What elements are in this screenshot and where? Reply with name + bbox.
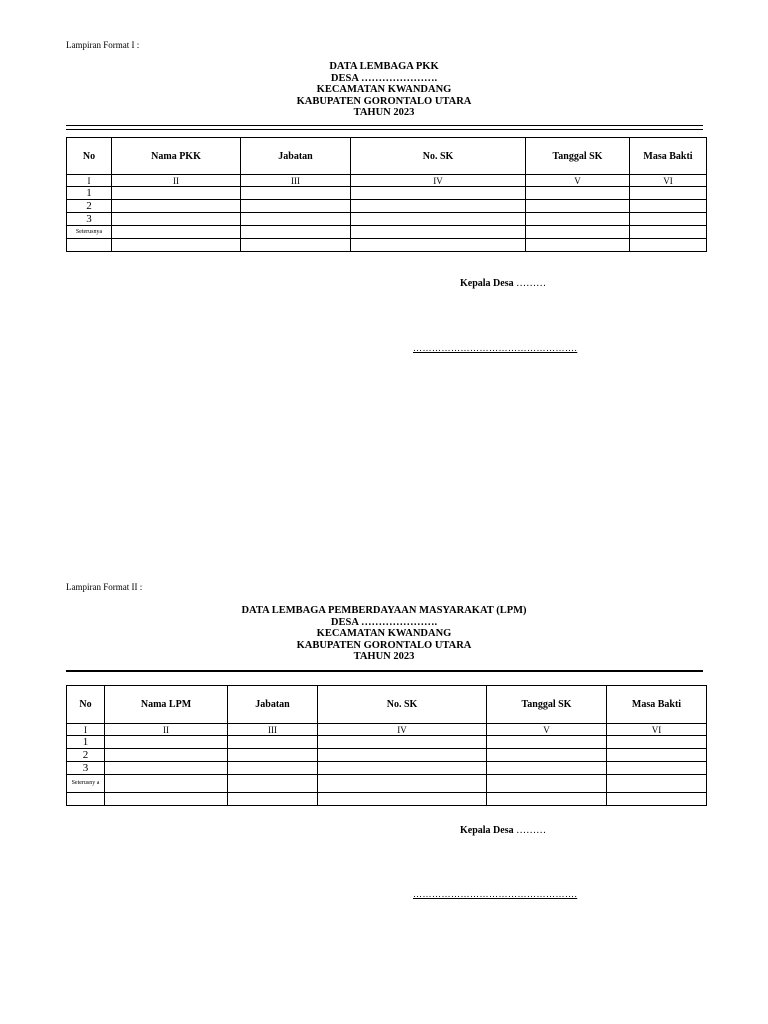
data-table	[66, 685, 707, 806]
table-cell	[105, 775, 228, 793]
table-cell	[487, 775, 607, 793]
signer-title: Kepala Desa	[460, 278, 514, 289]
table-cell	[112, 187, 241, 200]
table-cell	[105, 762, 228, 775]
roman-cell: IV	[318, 724, 487, 736]
document-title	[0, 605, 768, 663]
roman-row	[67, 724, 707, 736]
table-cell	[526, 239, 630, 252]
table-cell	[487, 749, 607, 762]
title-divider	[66, 125, 703, 130]
table-cell	[318, 736, 487, 749]
header-cell: Tanggal SK	[487, 686, 607, 724]
table-cell	[526, 213, 630, 226]
row-number: 3	[67, 762, 105, 775]
table-cell	[105, 749, 228, 762]
table-cell	[351, 213, 526, 226]
table-cell	[228, 736, 318, 749]
table-row	[67, 239, 707, 252]
table-cell	[607, 793, 707, 806]
data-table	[66, 137, 707, 252]
table-cell	[630, 213, 707, 226]
table-cell	[351, 239, 526, 252]
row-number: 3	[67, 213, 112, 226]
signature-line	[413, 343, 577, 353]
table-cell	[630, 200, 707, 213]
table-cell	[318, 775, 487, 793]
table-cell	[607, 736, 707, 749]
header-cell: Masa Bakti	[607, 686, 707, 724]
table-row	[67, 762, 707, 775]
header-cell: Masa Bakti	[630, 138, 707, 175]
table-row	[67, 226, 707, 239]
header-cell: No. SK	[318, 686, 487, 724]
table-row	[67, 187, 707, 200]
signature-dots: …………………………………………….	[413, 889, 578, 899]
table-row	[67, 736, 707, 749]
table-cell	[112, 213, 241, 226]
table-cell	[318, 762, 487, 775]
roman-cell: III	[228, 724, 318, 736]
title-line: DATA LEMBAGA PEMBERDAYAAN MASYARAKAT (LPM)	[241, 605, 527, 616]
signer-label	[460, 278, 546, 289]
signer-label	[460, 825, 546, 836]
title-line: KABUPATEN GORONTALO UTARA	[296, 639, 472, 651]
signature-line	[413, 889, 577, 899]
table-cell	[105, 736, 228, 749]
table-cell	[228, 775, 318, 793]
table-row	[67, 213, 707, 226]
title-line: TAHUN 2023	[353, 651, 415, 662]
table-cell	[228, 762, 318, 775]
table-cell	[105, 793, 228, 806]
table-row	[67, 200, 707, 213]
header-cell: Nama PKK	[112, 138, 241, 175]
title-line: KECAMATAN KWANDANG	[316, 628, 452, 639]
document-title	[0, 61, 768, 119]
table-cell	[112, 226, 241, 239]
table-cell	[112, 200, 241, 213]
signature-dots: …………………………………………….	[413, 343, 578, 353]
roman-cell: VI	[630, 175, 707, 187]
title-line: DESA ………………….	[330, 72, 438, 84]
title-divider	[66, 670, 703, 672]
lampiran-label: Lampiran Format II :	[66, 582, 143, 592]
row-number	[67, 239, 112, 252]
row-number: 2	[67, 749, 105, 762]
roman-row	[67, 175, 707, 187]
row-number: 1	[67, 187, 112, 200]
table-cell	[318, 793, 487, 806]
table-row	[67, 775, 707, 793]
table-cell	[228, 749, 318, 762]
header-cell: No	[67, 686, 105, 724]
title-line: DATA LEMBAGA PKK	[329, 61, 439, 72]
table-cell	[351, 226, 526, 239]
header-cell: Nama LPM	[105, 686, 228, 724]
row-number	[67, 793, 105, 806]
table-cell	[241, 239, 351, 252]
table-cell	[607, 775, 707, 793]
title-line: KECAMATAN KWANDANG	[316, 84, 452, 95]
signer-dots: ………	[516, 825, 547, 836]
row-number: 1	[67, 736, 105, 749]
table-cell	[607, 749, 707, 762]
table-cell	[241, 226, 351, 239]
table-cell	[487, 793, 607, 806]
table-row	[67, 793, 707, 806]
roman-cell: V	[526, 175, 630, 187]
table-cell	[351, 200, 526, 213]
table-header-row	[67, 138, 707, 175]
row-number: Seterusny a	[67, 775, 105, 793]
header-cell: No	[67, 138, 112, 175]
header-cell: Jabatan	[241, 138, 351, 175]
table-cell	[630, 239, 707, 252]
roman-cell: II	[112, 175, 241, 187]
table-cell	[241, 213, 351, 226]
roman-cell: I	[67, 175, 112, 187]
table-cell	[630, 187, 707, 200]
table-cell	[526, 187, 630, 200]
table-cell	[228, 793, 318, 806]
table-cell	[526, 226, 630, 239]
row-number: 2	[67, 200, 112, 213]
lampiran-label: Lampiran Format I :	[66, 40, 140, 50]
signer-title: Kepala Desa	[460, 825, 514, 836]
roman-cell: V	[487, 724, 607, 736]
table-cell	[351, 187, 526, 200]
table-cell	[526, 200, 630, 213]
table-cell	[487, 762, 607, 775]
signer-dots: ………	[516, 278, 547, 289]
table-row	[67, 749, 707, 762]
table-cell	[318, 749, 487, 762]
header-cell: Tanggal SK	[526, 138, 630, 175]
roman-cell: I	[67, 724, 105, 736]
table-cell	[241, 187, 351, 200]
table-cell	[607, 762, 707, 775]
header-cell: No. SK	[351, 138, 526, 175]
table-header-row	[67, 686, 707, 724]
row-number: Seterusnya	[67, 226, 112, 239]
table-cell	[241, 200, 351, 213]
header-cell: Jabatan	[228, 686, 318, 724]
table-cell	[487, 736, 607, 749]
roman-cell: III	[241, 175, 351, 187]
table-cell	[630, 226, 707, 239]
title-line: TAHUN 2023	[353, 107, 415, 118]
title-line: KABUPATEN GORONTALO UTARA	[296, 95, 472, 107]
title-line: DESA ………………….	[330, 616, 438, 628]
table-cell	[112, 239, 241, 252]
roman-cell: IV	[351, 175, 526, 187]
roman-cell: VI	[607, 724, 707, 736]
roman-cell: II	[105, 724, 228, 736]
